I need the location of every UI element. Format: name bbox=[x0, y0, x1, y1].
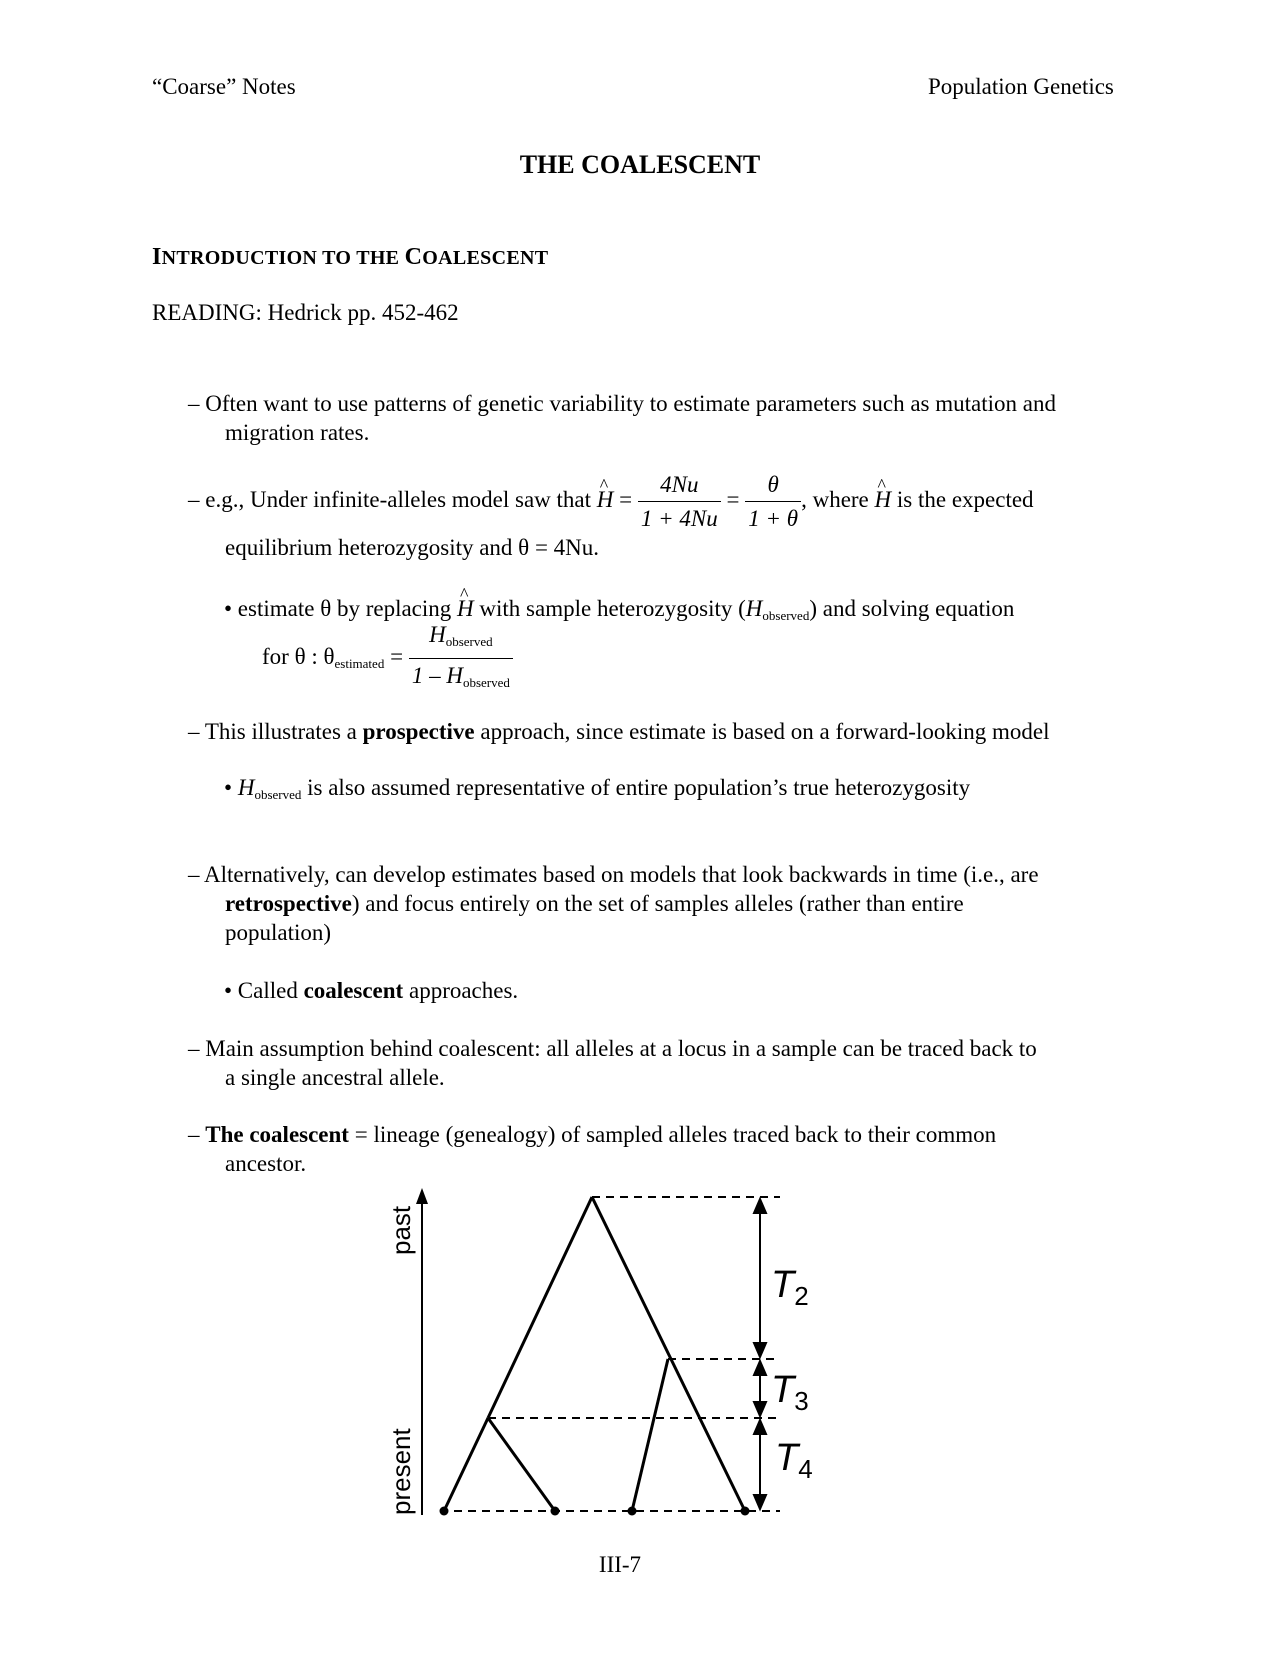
s3-pre: • Called bbox=[224, 978, 304, 1003]
s1-pre: • estimate θ by replacing bbox=[224, 596, 458, 621]
h-hat-2: ^ H bbox=[875, 485, 892, 514]
s1-post: ) and solving equation bbox=[809, 596, 1015, 621]
bullet-main-assumption-line1: – Main assumption behind coalescent: all alleles at a locus in a sample can be traced back to bbox=[188, 1036, 1037, 1061]
bullet-infinite-alleles-line2: equilibrium heterozygosity and θ = 4Nu. bbox=[225, 535, 600, 560]
branch-root-left bbox=[488, 1197, 592, 1418]
label-t2-letter: T bbox=[771, 1264, 795, 1306]
branch-leaf-2 bbox=[488, 1418, 555, 1511]
h-observed: H bbox=[745, 596, 763, 621]
b2-pre: – e.g., Under infinite-alleles model saw that bbox=[188, 486, 597, 512]
s1-for: for θ : θ bbox=[262, 643, 335, 669]
h-obs-num-sub: observed bbox=[445, 634, 493, 649]
branch-leaf-1 bbox=[444, 1418, 488, 1511]
leaf-node-1 bbox=[440, 1507, 449, 1516]
page-title: THE COALESCENT bbox=[519, 150, 761, 179]
section-text-1: NTRODUCTION TO THE bbox=[161, 247, 405, 269]
b2-post: is the expected bbox=[891, 486, 1034, 512]
bullet-main-assumption-line2: a single ancestral allele. bbox=[225, 1065, 445, 1090]
header-left: “Coarse” Notes bbox=[152, 74, 296, 99]
b6-post: = lineage (genealogy) of sampled alleles traced back to their common bbox=[348, 1122, 997, 1147]
interval-arrow-t4 bbox=[754, 1420, 766, 1509]
s1-eq: = bbox=[384, 643, 409, 669]
label-t2-sub: 2 bbox=[794, 1281, 809, 1311]
bullet-the-coalescent-line2: ancestor. bbox=[225, 1151, 307, 1176]
time-axis-arrowhead bbox=[416, 1188, 428, 1204]
interval-arrow-t2 bbox=[754, 1199, 766, 1357]
h-obs-num: H bbox=[429, 622, 446, 647]
h-hat-3: ^ H bbox=[457, 594, 474, 623]
b2-eq2: = bbox=[720, 486, 746, 512]
label-t3-letter: T bbox=[771, 1369, 795, 1411]
b4-l2-post: ) and focus entirely on the set of samples alleles (rather than entire bbox=[351, 891, 964, 916]
fraction-4nu-numerator: 4Nu bbox=[638, 470, 721, 502]
branch-leaf-3 bbox=[632, 1359, 668, 1511]
label-t2 bbox=[771, 1264, 809, 1311]
bullet-retrospective-line1: – Alternatively, can develop estimates based on models that look backwards in time (i.e., are bbox=[188, 862, 1039, 887]
section-cap-i: I bbox=[152, 244, 162, 270]
h-obs-den: 1 – H bbox=[411, 663, 463, 688]
h-observed-sub: observed bbox=[762, 608, 810, 623]
axis-label-past: past bbox=[386, 1205, 416, 1255]
header-right: Population Genetics bbox=[928, 74, 1114, 99]
label-t4-letter: T bbox=[775, 1437, 799, 1479]
axis-label-present: present bbox=[386, 1428, 416, 1515]
interval-arrow-t3 bbox=[754, 1361, 766, 1416]
s3-post: approaches. bbox=[403, 978, 519, 1003]
label-t3 bbox=[771, 1369, 809, 1416]
bullet-parameters: – Often want to use patterns of genetic variability to estimate parameters such as mutation and migration rates. bbox=[188, 391, 1056, 445]
b3-pre: – This illustrates a bbox=[188, 719, 363, 744]
b4-bold: retrospective bbox=[225, 891, 352, 916]
label-t4-sub: 4 bbox=[798, 1454, 813, 1484]
leaf-node-3 bbox=[628, 1507, 637, 1516]
section-text-2: OALESCENT bbox=[422, 247, 549, 269]
fraction-theta-numerator: θ bbox=[745, 470, 801, 502]
reading-line: READING: Hedrick pp. 452-462 bbox=[152, 300, 459, 325]
b2-mid: , where bbox=[801, 486, 875, 512]
s2-post: is also assumed representative of entire population’s true heterozygosity bbox=[301, 775, 971, 800]
leaf-node-2 bbox=[551, 1507, 560, 1516]
b6-bold: The coalescent bbox=[205, 1122, 349, 1147]
section-cap-c: C bbox=[404, 244, 423, 270]
s2-h: H bbox=[237, 775, 255, 800]
b3-post: approach, since estimate is based on a forward-looking model bbox=[474, 719, 1050, 744]
leaf-node-4 bbox=[741, 1507, 750, 1516]
theta-estimated-sub: estimated bbox=[334, 655, 385, 671]
b2-eq1: = bbox=[613, 486, 638, 512]
h-obs-den-sub: observed bbox=[462, 675, 510, 690]
s3-bold: coalescent bbox=[303, 978, 404, 1003]
b6-pre: – bbox=[188, 1122, 206, 1147]
label-t4 bbox=[775, 1437, 813, 1484]
branch-root-right bbox=[592, 1197, 745, 1511]
s2-dot: • bbox=[224, 775, 238, 800]
label-t3-sub: 3 bbox=[794, 1386, 809, 1416]
h-hat: ^ H bbox=[597, 485, 614, 514]
s1-mid: with sample heterozygosity ( bbox=[473, 596, 746, 621]
fraction-4nu-denominator: 1 + 4Nu bbox=[640, 506, 718, 531]
fraction-theta-denominator: 1 + θ bbox=[748, 506, 799, 531]
page-number: III-7 bbox=[598, 1552, 642, 1577]
bullet-retrospective-line3: population) bbox=[225, 920, 332, 945]
s2-sub: observed bbox=[254, 787, 302, 802]
b3-bold: prospective bbox=[362, 719, 475, 744]
